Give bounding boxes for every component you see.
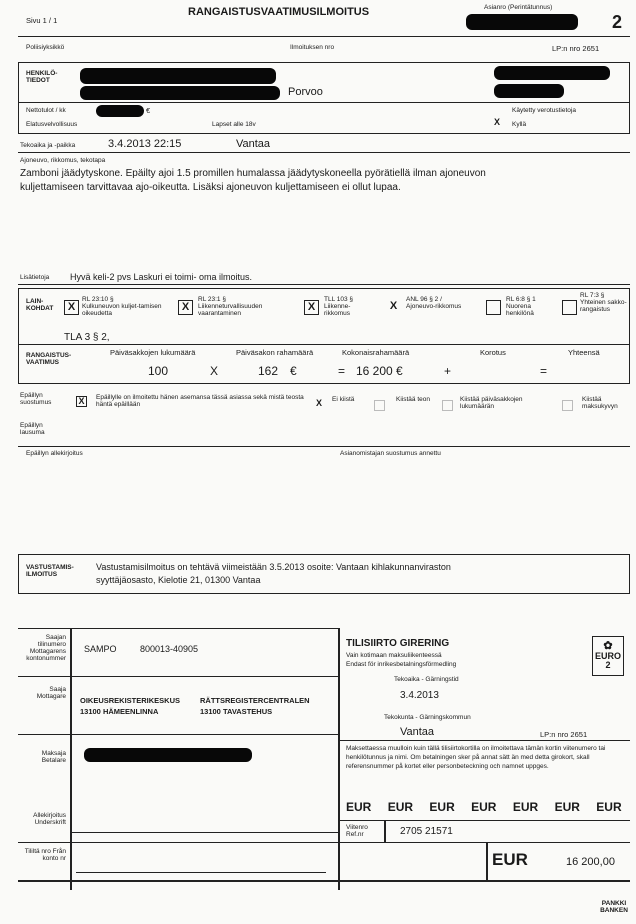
offence-datetime: 3.4.2013 22:15 [108,138,182,150]
law-extra-ref: TLA 3 § 2, [64,332,110,343]
currency-label: EUR [492,850,528,869]
amount-value: 162 [258,364,279,378]
divider [384,820,386,842]
equals-sign-2: = [540,364,548,378]
denies-days-checkbox[interactable] [442,400,453,411]
giro-lp-number: LP:n nro 2651 [540,730,588,739]
objection-section [18,554,630,594]
plus-sign: + [444,364,452,378]
objection-text-2: syyttäjäosasto, Kielotie 21, 01300 Vantaa [96,575,261,585]
eur-box-label: EUR [512,800,539,814]
eur-box-label: EUR [346,800,372,814]
denies-not-label: Ei kiistä [332,396,355,403]
redacted-address [80,86,280,100]
denies-act-checkbox[interactable] [374,400,385,411]
divider [18,842,630,843]
person-city: Porvoo [288,86,323,98]
law-code-6: RL 7:3 § Yhteinen sakko-rangaistus [580,292,627,313]
divider [18,880,630,882]
lp-number: LP:n nro 2651 [552,44,600,53]
divider [18,344,630,345]
deed-place-label: Tekokunta - Gärningskommun [384,714,471,721]
law-code-5: RL 6:8 § 1 Nuorena henkilönä [506,296,536,317]
person-section-label: HENKILÖ-TIEDOT [26,70,58,84]
divider [18,676,338,677]
total-label: Kokonaisrahamäärä [342,348,410,357]
eur-box-label: EUR [554,800,580,814]
giro-subtitle-1: Vain kotimaan maksuliikenteessä [346,652,442,659]
children-label: Lapset alle 18v [212,121,256,128]
description-label: Ajoneuvo, rikkomus, tekotapa [20,157,106,164]
eur-row [338,800,630,816]
equals-sign: = [338,364,346,378]
divider [18,734,338,735]
reference-label: Viitenro Ref.nr [346,824,368,838]
tax-info-yes-mark: X [494,117,501,127]
law-checkbox-3[interactable]: X [304,300,319,315]
deed-date-label: Tekoaika - Gärningstid [394,676,459,683]
recipient-account-label: Saajan tilinumero Mottagarens kontonummer [26,634,66,662]
consent-text: Epäillylle on ilmoitettu hänen asemansa tässä asiassa sekä mistä teosta häntä epäillään [96,394,304,408]
redacted-income [96,105,144,117]
deed-place: Vantaa [400,726,435,738]
redacted-case-id [466,14,578,30]
consent-checkbox[interactable]: X [76,396,87,407]
divider [338,820,630,821]
times-sign: X [210,364,219,378]
amount-unit: € [290,364,297,378]
divider [18,36,630,37]
divider [18,152,630,153]
recipient-bank: SAMPO [84,644,117,654]
logo-emblem-icon: ✿ [603,640,613,652]
report-number-label: Ilmoituksen nro [290,44,335,51]
law-checkbox-2[interactable]: X [178,300,193,315]
from-account-field[interactable] [76,872,326,873]
penalty-section-label: RANGAISTUS-VAATIMUS [26,352,72,366]
recipient-city-sv: 13100 TAVASTEHUS [200,707,273,716]
divider [18,284,630,285]
signature-label: Epäillyn allekirjoitus [26,450,83,457]
description-line-2: kuljettamiseen tarvittavaa ajo-oikeutta. Lisäksi ajoneuvon kuljettamiseen ei ollut lupaa. [20,182,401,193]
deed-date: 3.4.2013 [400,690,439,701]
recipient-city-fi: 13100 HÄMEENLINNA [80,707,159,716]
tax-info-label: Käytetty verotustietoja [512,107,576,114]
divider [486,842,488,880]
law-checkbox-4[interactable]: X [389,300,398,312]
redacted-payer [84,748,252,762]
redacted-id [494,66,610,80]
reference-number: 2705 21571 [400,826,453,837]
recipient-name-fi: OIKEUSREKISTERIKESKUS [80,696,181,705]
fine-increase-label: Korotus [480,348,506,357]
income-unit: € [146,106,151,115]
days-label: Päiväsakkojen lukumäärä [110,348,196,357]
redacted-id-2 [494,84,564,98]
corner-number: 2 [612,12,623,32]
tax-info-yes-label: Kyllä [512,121,527,128]
police-unit-label: Poliisiyksikkö [26,44,65,51]
eur-box-label: EUR [596,800,622,814]
divider [18,628,338,629]
recipient-name-sv: RÄTTSREGISTERCENTRALEN [200,696,310,705]
consent-label: Epäillyn suostumus [20,392,52,406]
total-value: 16 200 € [356,364,403,378]
sum-label: Yhteensä [568,348,600,357]
eur-box-label: EUR [387,800,414,814]
objection-section-label: VASTUSTAMIS-ILMOITUS [26,564,74,578]
divider [18,102,630,103]
amount-total: 16 200,00 [566,856,615,868]
eur-box-label: EUR [471,800,497,814]
from-account-label: Tililtä nro Från konto nr [24,848,66,862]
giro-middle-divider [338,628,340,890]
law-section-label: LAIN-KOHDAT [26,298,54,312]
giro-subtitle-2: Endast för inrikesbetalningsförmedling [346,661,457,668]
denies-act-label: Kiistää teon [396,396,430,403]
giro-title: TILISIIRTO GIRERING [346,638,450,649]
document-title: RANGAISTUSVAATIMUSILMOITUS [188,6,370,18]
signature-label-giro: Allekirjoitus Underskrift [33,812,66,826]
officer-label: Asianomistajan suostumus annettu [340,450,441,457]
law-code-3: TLL 103 § Liikenne-rikkomus [324,296,354,317]
law-checkbox-6[interactable] [562,300,577,315]
payer-label: Maksaja Betalare [41,750,66,764]
description-line-1: Zamboni jäädytyskone. Epäilty ajoi 1.5 promillen humalassa jäädytyskoneella pyörätiellä ilman ajoneuvon [20,168,486,179]
denies-days-label: Kiistää päiväsakkojen lukumäärän [460,396,523,410]
signature-line [70,832,338,833]
giro-label-column [70,628,72,890]
denies-payment-label: Kiistää maksukyvyn [582,396,618,410]
statement-label: Epäillyn lausuma [20,422,45,436]
eur-box-label: EUR [429,800,455,814]
law-checkbox-5[interactable] [486,300,501,315]
offence-place: Vantaa [236,138,271,150]
bank-stamp: PANKKI BANKEN [600,900,628,914]
payment-instructions: Maksettaessa muulloin kuin tällä tilisiirtokortilla on ilmoitettava tämän kortin viitenumero tai henkilötunnus ja nimi. Om betalningen sker på annat sätt än med detta girokort, skall referensnummer på kortet eller personbeteckning och namnet uppges. [346,745,606,770]
law-code-4: ANL 96 § 2 / Ajoneuvo-rikkomus [406,296,462,310]
law-code-2: RL 23:1 § Liikenneturvallisuuden vaarantaminen [198,296,263,317]
offence-time-label: Tekoaika ja -paikka [20,142,76,149]
law-checkbox-1[interactable]: X [64,300,79,315]
amount-label: Päiväsakon rahamäärä [236,348,314,357]
divider [18,446,630,447]
case-id-label: Asianro (Perintätunnus) [484,4,553,11]
redacted-name [80,68,276,84]
law-code-1: RL 23:10 § Kulkuneuvon kuljet-tamisen oikeudetta [82,296,162,317]
income-label: Nettotulot / kk [26,107,66,114]
denies-payment-checkbox[interactable] [562,400,573,411]
page-number: Sivu 1 / 1 [26,16,58,25]
extra-info-text: Hyvä keli-2 pvs Laskuri ei toimi- oma ilmoitus. [70,272,253,282]
denies-not-mark: X [316,398,323,408]
objection-text-1: Vastustamisilmoitus on tehtävä viimeistään 3.5.2013 osoite: Vantaan kihlakunnanviraston [96,562,451,572]
support-label: Elatusvelvollisuus [26,121,78,128]
recipient-account: 800013-40905 [140,644,199,654]
days-value: 100 [148,364,169,378]
divider [338,740,630,741]
recipient-label: Saaja Mottagare [36,686,66,700]
extra-info-label: Lisätietoja [20,274,50,281]
euro-logo: ✿ EURO 2 [592,636,624,676]
